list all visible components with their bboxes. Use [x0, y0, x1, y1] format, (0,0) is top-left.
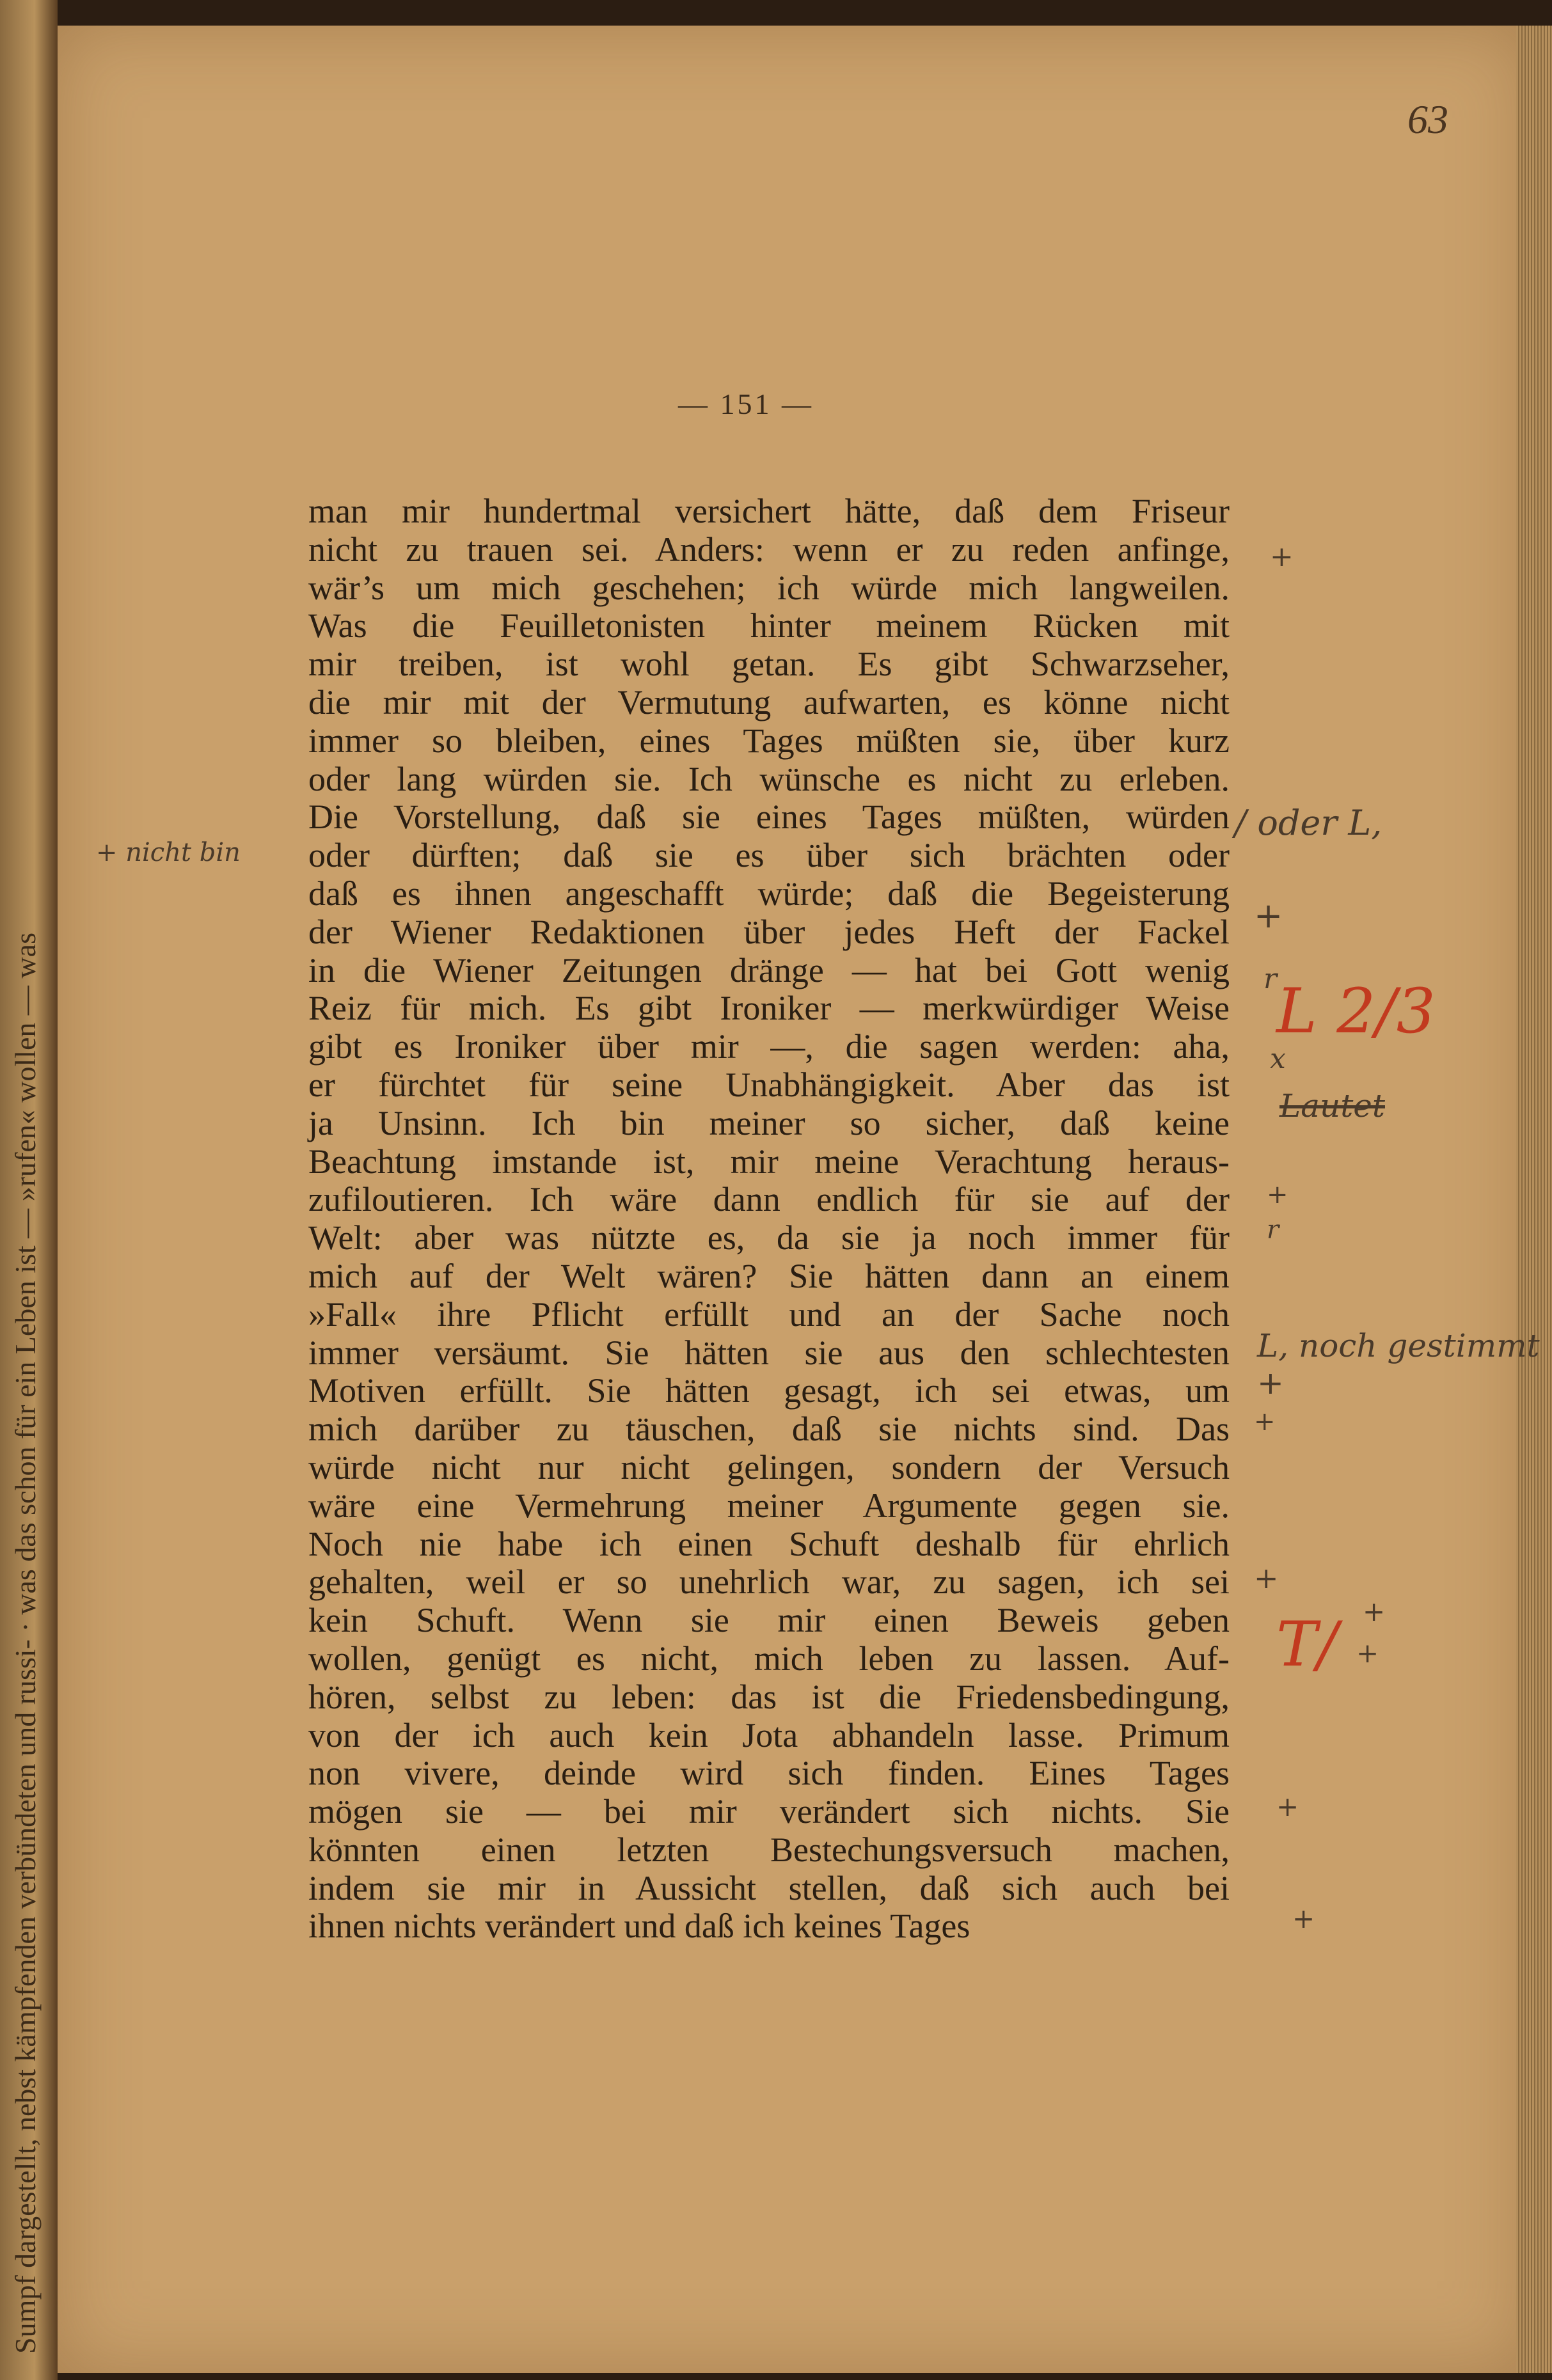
annotation-red-mark: T/ [1276, 1609, 1338, 1680]
handwritten-page-number: 63 [1407, 97, 1448, 142]
text-line: mir treiben, ist wohl getan. Es gibt Schwarzseher, [308, 645, 1230, 684]
text-line: immer versäumt. Sie hätten sie aus den schlechtesten [308, 1333, 1230, 1372]
annotation-mark: + [1267, 1180, 1288, 1210]
text-line: wollen, genügt es nicht, mich leben zu lassen. Auf- [308, 1639, 1230, 1678]
text-line: gibt es Ironiker über mir —, die sagen werden: aha, [308, 1027, 1230, 1066]
text-line: man mir hundertmal versichert hätte, daß dem Friseur [308, 492, 1230, 530]
annotation-mark: Lautet [1279, 1087, 1385, 1124]
text-line: oder dürften; daß sie es über sich brächten oder [308, 836, 1230, 875]
text-line: könnten einen letzten Bestechungsversuch machen, [308, 1830, 1230, 1869]
text-line: Die Vorstellung, daß sie eines Tages müßten, würden [308, 798, 1230, 837]
text-line: er fürchtet für seine Unabhängigkeit. Aber das ist [308, 1065, 1230, 1104]
body-text [308, 493, 1230, 1946]
text-line: daß es ihnen angeschafft würde; daß die Begeisterung [308, 874, 1230, 913]
page-edge [1516, 26, 1552, 2373]
text-line: in die Wiener Zeitungen dränge — hat bei Gott wenig [308, 950, 1230, 989]
text-line: »Fall« ihre Pflicht erfüllt und an der Sache noch [308, 1295, 1230, 1334]
annotation-mark: L, noch gestimmt + [1257, 1327, 1540, 1401]
annotation-left-margin: + nicht bin [96, 838, 241, 867]
text-line: von der ich auch kein Jota abhandeln lasse. Primum [308, 1715, 1230, 1754]
annotation-mark: / oder L, [1235, 803, 1382, 843]
annotation-mark: + [1363, 1596, 1386, 1627]
text-line: oder lang würden sie. Ich wünsche es nicht zu erleben. [308, 759, 1230, 798]
facing-page-text: Sumpf dargestellt, nebst kämpfenden verbündeten und russi- · was das schon für ein Leben ist — »rufen« wollen — was [9, 933, 42, 2354]
text-line: Reiz für mich. Es gibt Ironiker — merkwürdiger Weise [308, 989, 1230, 1028]
text-line: Welt: aber was nützte es, da sie ja noch immer für [308, 1218, 1230, 1257]
text-line: hören, selbst zu leben: das ist die Friedensbedingung, [308, 1677, 1230, 1716]
annotation-mark: + [1292, 1903, 1315, 1934]
text-line: mögen sie — bei mir verändert sich nichts. Sie [308, 1792, 1230, 1831]
text-line: der Wiener Redaktionen über jedes Heft der Fackel [308, 912, 1230, 951]
text-line: wäre eine Vermehrung meiner Argumente gegen sie. [308, 1486, 1230, 1525]
text-line: nicht zu trauen sei. Anders: wenn er zu reden anfinge, [308, 530, 1230, 569]
text-line: würde nicht nur nicht gelingen, sondern der Versuch [308, 1447, 1230, 1486]
annotation-mark: + [1276, 1791, 1299, 1822]
page-number: — 151 — [678, 388, 814, 420]
text-line: immer so bleiben, eines Tages müßten sie, über kurz [308, 721, 1230, 760]
text-line: ja Unsinn. Ich bin meiner so sicher, daß keine [308, 1103, 1230, 1142]
annotation-mark: + [1254, 1561, 1279, 1595]
annotation-mark: + [1254, 895, 1283, 936]
text-line: Was die Feuilletonisten hinter meinem Rücken mit [308, 606, 1230, 645]
text-line: kein Schuft. Wenn sie mir einen Beweis geben [308, 1601, 1230, 1640]
annotation-mark: + [1356, 1637, 1379, 1669]
text-line: ihnen nichts verändert und daß ich keines Tages [308, 1907, 970, 1946]
left-facing-page [0, 0, 58, 2380]
text-line: mich darüber zu täuschen, daß sie nichts sind. Das [308, 1410, 1230, 1449]
text-line: Motiven erfüllt. Sie hätten gesagt, ich sei etwas, um [308, 1371, 1230, 1410]
text-line: die mir mit der Vermutung aufwarten, es könne nicht [308, 682, 1230, 721]
annotation-mark: r [1263, 963, 1278, 995]
text-line: gehalten, weil er so unehrlich war, zu sagen, ich sei [308, 1563, 1230, 1602]
text-line: zufiloutieren. Ich wäre dann endlich für sie auf der [308, 1180, 1230, 1219]
text-line: wär’s um mich geschehen; ich würde mich langweilen. [308, 568, 1230, 607]
text-line: mich auf der Welt wären? Sie hätten dann an einem [308, 1256, 1230, 1295]
text-line: indem sie mir in Aussicht stellen, daß sich auch bei [308, 1868, 1230, 1907]
annotation-mark: + [1270, 540, 1294, 573]
annotation-red-mark: L 2/3 [1276, 975, 1436, 1047]
text-line: Beachtung imstande ist, mir meine Verachtung heraus- [308, 1142, 1230, 1181]
annotation-mark: + [1254, 1407, 1276, 1437]
annotation-mark: r [1267, 1215, 1279, 1245]
text-line: Noch nie habe ich einen Schuft deshalb für ehrlich [308, 1524, 1230, 1563]
text-line: non vivere, deinde wird sich finden. Eines Tages [308, 1754, 1230, 1793]
annotation-mark: x [1270, 1043, 1286, 1075]
